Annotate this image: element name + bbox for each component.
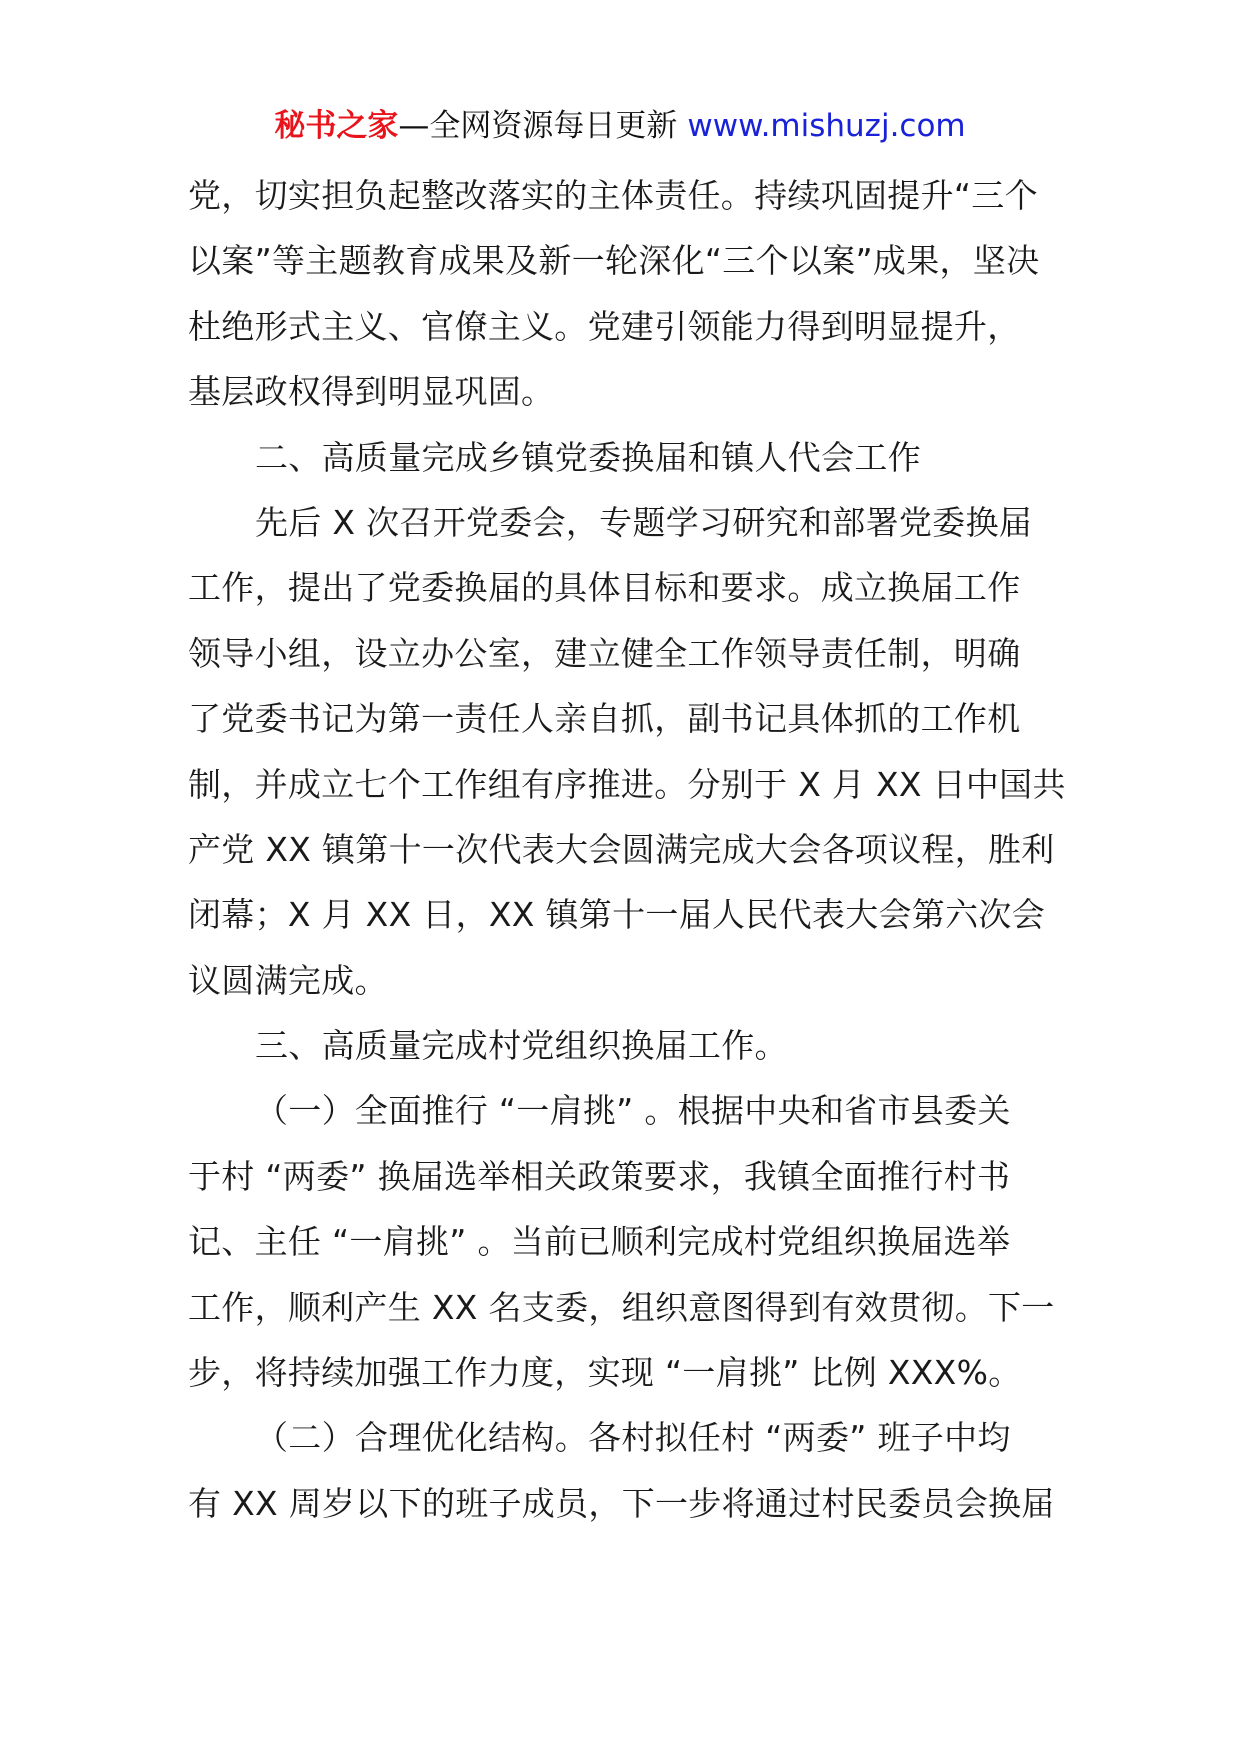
text-line: 记、主任 “一肩挑” 。当前已顺利完成村党组织换届选举 bbox=[188, 1222, 1011, 1262]
text-line: 制，并成立七个工作组有序推进。分别于 X 月 XX 日中国共 bbox=[188, 764, 1066, 804]
text-line: 先后 X 次召开党委会，专题学习研究和部署党委换届 bbox=[255, 502, 1033, 542]
site-url: www.mishuzj.com bbox=[687, 108, 966, 144]
brand-name: 秘书之家 bbox=[274, 108, 399, 144]
text-line: 闭幕；X 月 XX 日，XX 镇第十一届人民代表大会第六次会 bbox=[188, 895, 1045, 935]
text-line: 三、高质量完成村党组织换届工作。 bbox=[255, 1026, 788, 1066]
text-line: 领导小组，设立办公室，建立健全工作领导责任制，明确 bbox=[188, 633, 1021, 673]
text-line: 党，切实担负起整改落实的主体责任。持续巩固提升“三个 bbox=[188, 176, 1038, 215]
text-line: 工作，提出了党委换届的具体目标和要求。成立换届工作 bbox=[188, 568, 1021, 608]
text-line: 杜绝形式主义、官僚主义。党建引领能力得到明显提升， bbox=[188, 306, 1021, 346]
text-line: 二、高质量完成乡镇党委换届和镇人代会工作 bbox=[255, 437, 921, 477]
document-body bbox=[188, 163, 1068, 1536]
header-tagline: —全网资源每日更新 bbox=[398, 108, 678, 144]
text-line: （二）合理优化结构。各村拟任村 “两委” 班子中均 bbox=[255, 1418, 1011, 1458]
text-line: 了党委书记为第一责任人亲自抓，副书记具体抓的工作机 bbox=[188, 699, 1021, 739]
text-line: 基层政权得到明显巩固。 bbox=[188, 372, 555, 412]
text-line: 工作，顺利产生 XX 名支委，组织意图得到有效贯彻。下一 bbox=[188, 1287, 1055, 1327]
page-header bbox=[0, 104, 1240, 148]
text-line: 于村 “两委” 换届选举相关政策要求，我镇全面推行村书 bbox=[188, 1156, 1011, 1196]
text-line: 有 XX 周岁以下的班子成员，下一步将通过村民委员会换届 bbox=[188, 1483, 1055, 1523]
text-line: 以案”等主题教育成果及新一轮深化“三个以案”成果，坚决 bbox=[188, 241, 1040, 281]
text-line: 产党 XX 镇第十一次代表大会圆满完成大会各项议程，胜利 bbox=[188, 829, 1055, 869]
text-line: 议圆满完成。 bbox=[188, 960, 388, 1000]
text-line: 步，将持续加强工作力度，实现 “一肩挑” 比例 XXX%。 bbox=[188, 1353, 1022, 1393]
text-line: （一）全面推行 “一肩挑” 。根据中央和省市县委关 bbox=[255, 1091, 1011, 1131]
